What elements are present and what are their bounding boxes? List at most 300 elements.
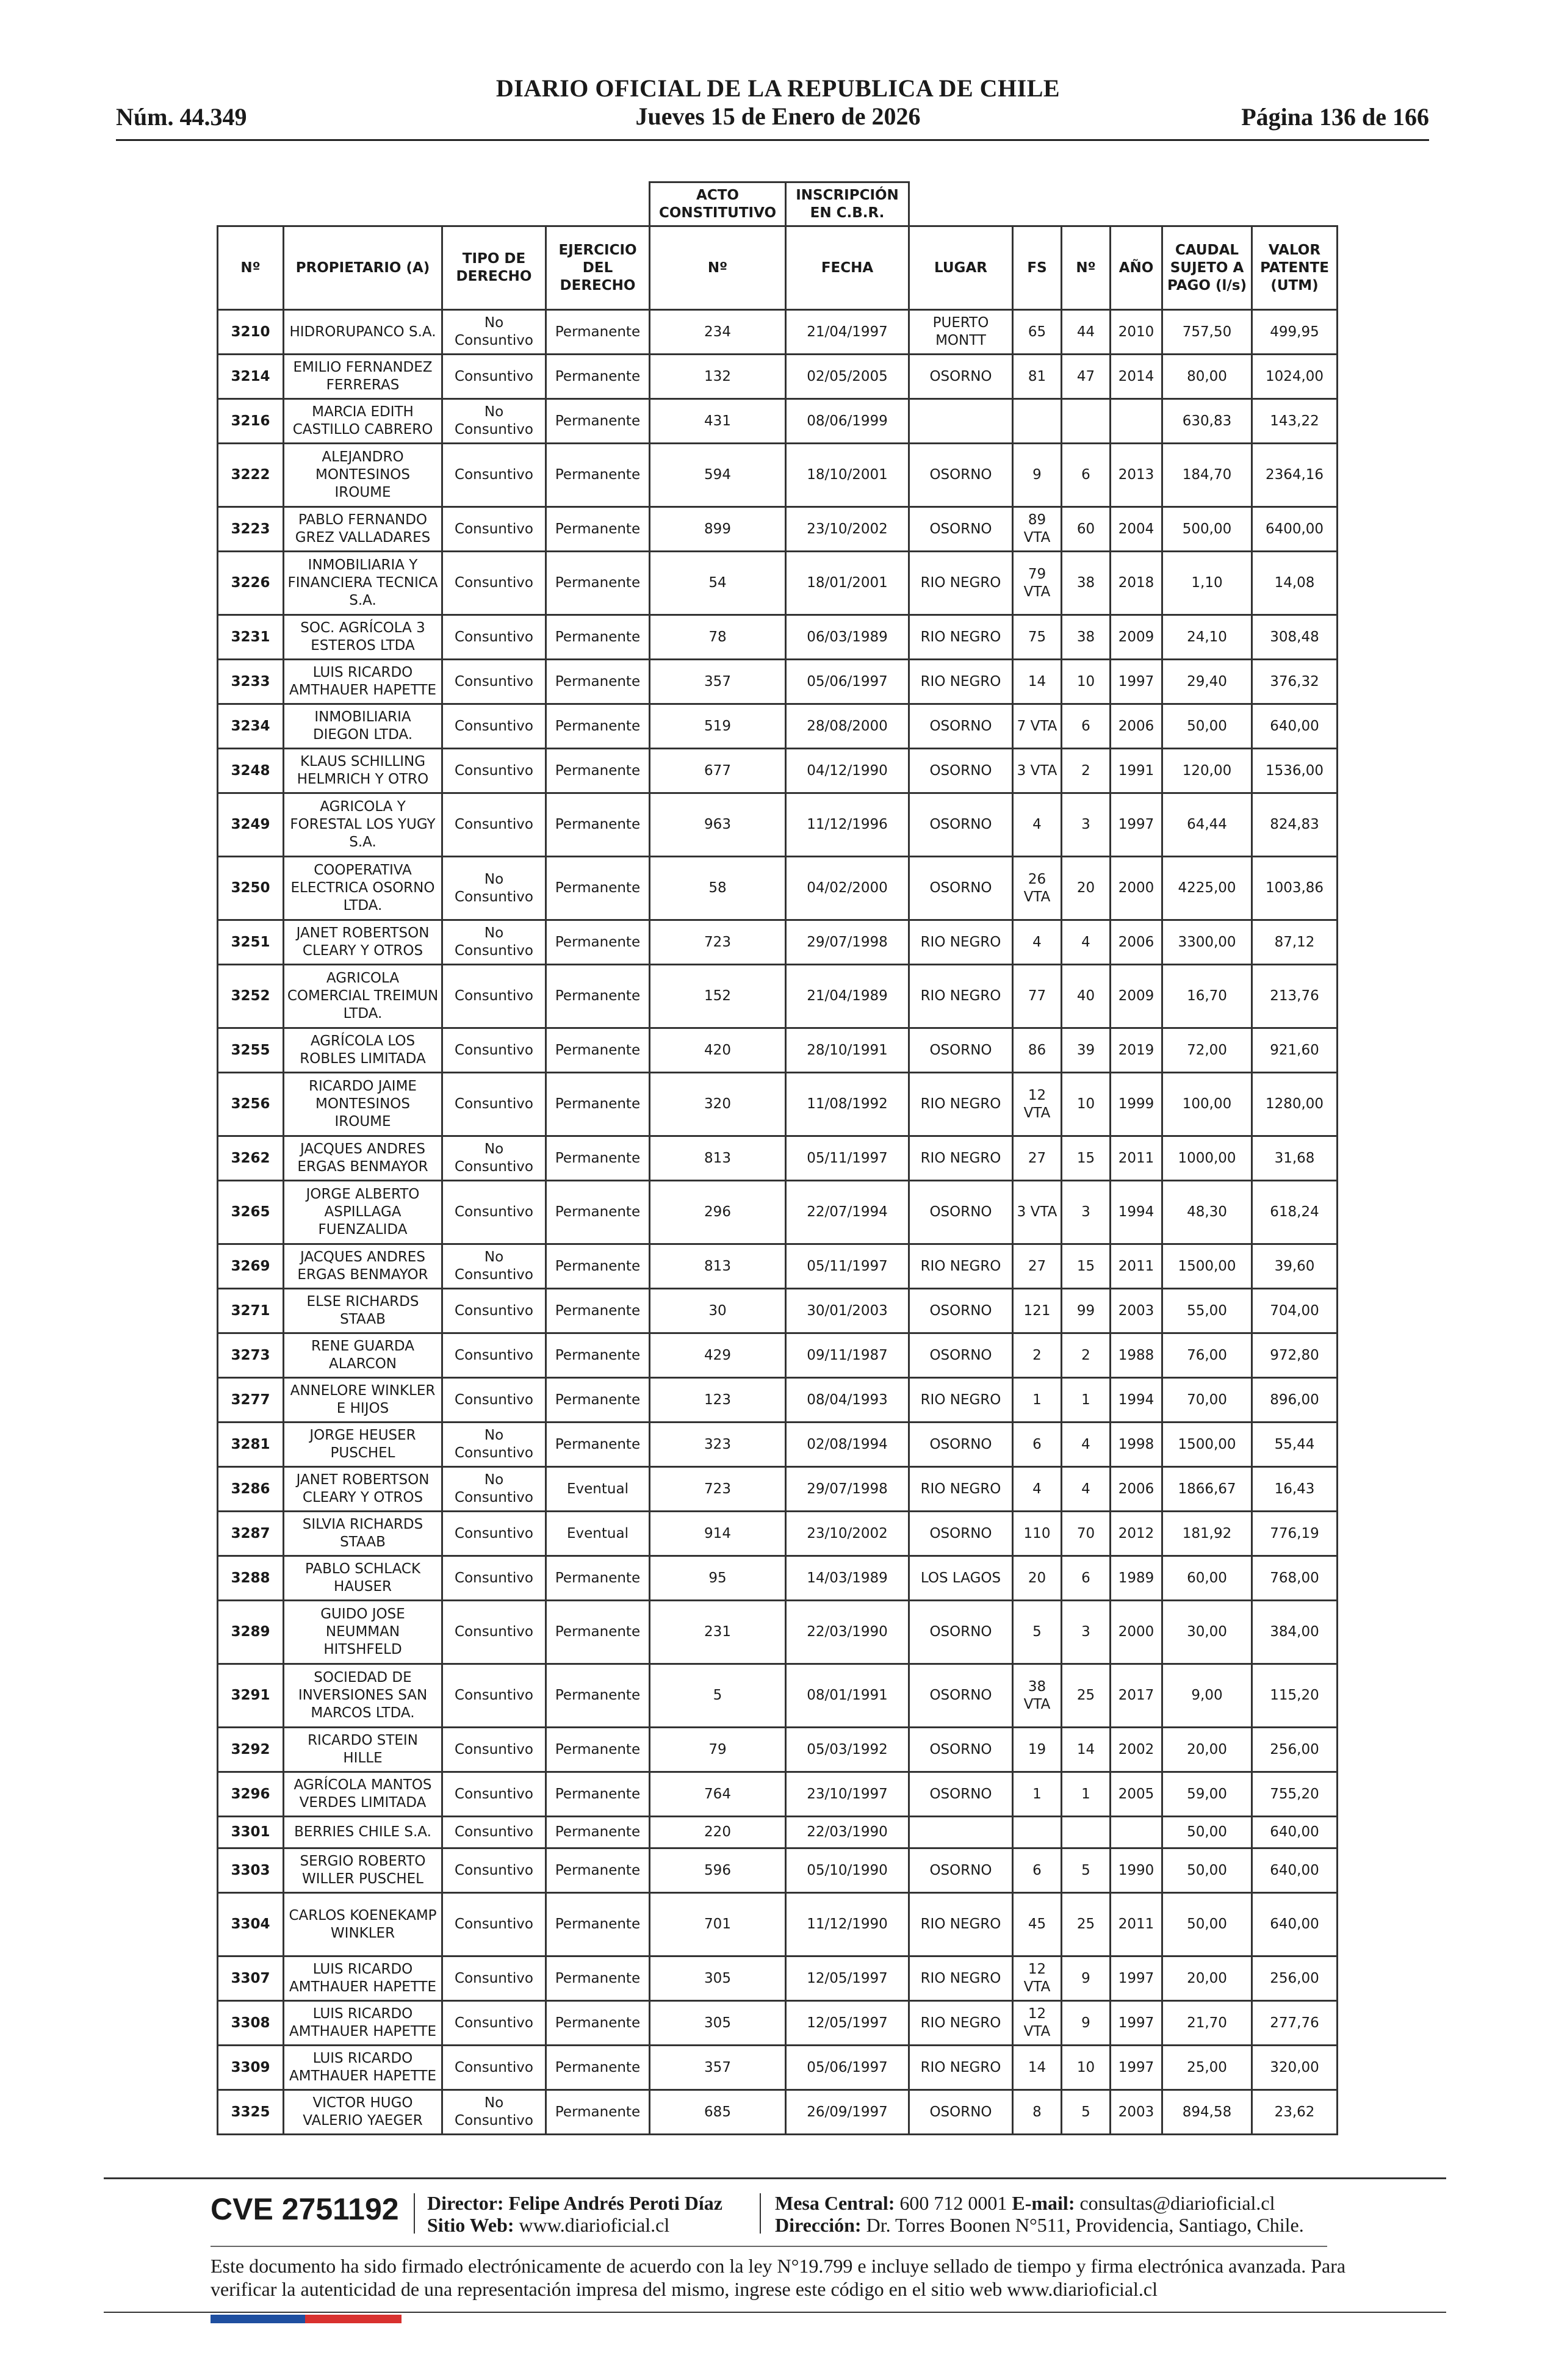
cell-anio: 1989 (1111, 1556, 1162, 1601)
cell-no: 3222 (218, 444, 284, 507)
table-row (218, 793, 1338, 857)
table-row (218, 2001, 1338, 2046)
cell-acto-no: 79 (650, 1728, 786, 1772)
cell-fs: 26 VTA (1013, 857, 1062, 920)
cell-ejercicio: Permanente (546, 2001, 650, 2046)
cell-anio: 2012 (1111, 1512, 1162, 1556)
cell-valor: 143,22 (1252, 399, 1338, 444)
cell-caudal: 25,00 (1162, 2046, 1252, 2090)
cell-acto-no: 723 (650, 1467, 786, 1512)
cell-valor: 376,32 (1252, 660, 1338, 704)
cell-fecha: 18/01/2001 (786, 552, 909, 615)
cell-lugar: RIO NEGRO (909, 1073, 1013, 1136)
cell-lugar: OSORNO (909, 1333, 1013, 1378)
cell-lugar: OSORNO (909, 1728, 1013, 1772)
direccion-value: Dr. Torres Boonen N°511, Providencia, Santiago, Chile. (866, 2214, 1304, 2236)
cell-caudal: 894,58 (1162, 2090, 1252, 2135)
email-link[interactable]: consultas@diarioficial.cl (1079, 2192, 1275, 2214)
cell-insc-no: 44 (1062, 310, 1111, 355)
cell-valor: 921,60 (1252, 1028, 1338, 1073)
cell-caudal: 76,00 (1162, 1333, 1252, 1378)
cell-insc-no: 10 (1062, 2046, 1111, 2090)
group-acto-constitutivo: ACTO CONSTITUTIVO (650, 182, 786, 226)
cell-valor: 1536,00 (1252, 749, 1338, 793)
table-row (218, 1848, 1338, 1893)
cell-tipo: Consuntivo (442, 965, 546, 1028)
table-row (218, 749, 1338, 793)
cell-tipo: Consuntivo (442, 444, 546, 507)
cell-fs: 4 (1013, 793, 1062, 857)
cell-no: 3292 (218, 1728, 284, 1772)
cell-fecha: 05/06/1997 (786, 2046, 909, 2090)
cell-lugar: OSORNO (909, 444, 1013, 507)
cell-anio: 1999 (1111, 1073, 1162, 1136)
cell-acto-no: 685 (650, 2090, 786, 2135)
cell-propietario: RICARDO STEIN HILLE (284, 1728, 442, 1772)
cell-ejercicio: Permanente (546, 1333, 650, 1378)
cell-no: 3250 (218, 857, 284, 920)
cell-anio: 2003 (1111, 1289, 1162, 1333)
cell-anio: 2000 (1111, 857, 1162, 920)
table-row (218, 1664, 1338, 1728)
cell-propietario: ALEJANDRO MONTESINOS IROUME (284, 444, 442, 507)
cve-code: CVE 2751192 (211, 2192, 399, 2226)
cell-caudal: 16,70 (1162, 965, 1252, 1028)
cell-ejercicio: Permanente (546, 1601, 650, 1664)
cell-tipo: Consuntivo (442, 1333, 546, 1378)
table-row (218, 660, 1338, 704)
cell-tipo: No Consuntivo (442, 857, 546, 920)
footer-contact-block (775, 2192, 1304, 2236)
cell-fs: 2 (1013, 1333, 1062, 1378)
table-row (218, 1244, 1338, 1289)
cell-propietario: EMILIO FERNANDEZ FERRERAS (284, 355, 442, 399)
cell-no: 3281 (218, 1423, 284, 1467)
cell-lugar: RIO NEGRO (909, 1244, 1013, 1289)
cell-fs: 4 (1013, 920, 1062, 965)
cell-caudal: 120,00 (1162, 749, 1252, 793)
cell-tipo: No Consuntivo (442, 1467, 546, 1512)
cell-caudal: 500,00 (1162, 507, 1252, 552)
cell-valor: 755,20 (1252, 1772, 1338, 1817)
cell-tipo: Consuntivo (442, 355, 546, 399)
cell-anio: 2005 (1111, 1772, 1162, 1817)
cell-ejercicio: Permanente (546, 552, 650, 615)
cell-ejercicio: Permanente (546, 1423, 650, 1467)
cell-insc-no (1062, 1817, 1111, 1848)
cell-acto-no: 54 (650, 552, 786, 615)
cell-fecha: 05/11/1997 (786, 1244, 909, 1289)
cell-anio (1111, 399, 1162, 444)
cell-tipo: Consuntivo (442, 552, 546, 615)
cell-no: 3325 (218, 2090, 284, 2135)
cell-fs: 12 VTA (1013, 2001, 1062, 2046)
cell-valor: 640,00 (1252, 704, 1338, 749)
cell-propietario: AGRICOLA COMERCIAL TREIMUN LTDA. (284, 965, 442, 1028)
cell-insc-no: 3 (1062, 793, 1111, 857)
cell-insc-no: 25 (1062, 1893, 1111, 1956)
cell-tipo: No Consuntivo (442, 1136, 546, 1181)
cell-propietario: INMOBILIARIA Y FINANCIERA TECNICA S.A. (284, 552, 442, 615)
cell-fs: 65 (1013, 310, 1062, 355)
cell-acto-no: 813 (650, 1136, 786, 1181)
cell-fs: 1 (1013, 1378, 1062, 1423)
cell-lugar: OSORNO (909, 749, 1013, 793)
cell-caudal: 59,00 (1162, 1772, 1252, 1817)
cell-tipo: No Consuntivo (442, 920, 546, 965)
cell-no: 3249 (218, 793, 284, 857)
cell-fs: 19 (1013, 1728, 1062, 1772)
cell-fs: 14 (1013, 660, 1062, 704)
cell-caudal: 72,00 (1162, 1028, 1252, 1073)
table-row (218, 965, 1338, 1028)
cell-fecha: 30/01/2003 (786, 1289, 909, 1333)
flag-stripe-blue (211, 2315, 305, 2323)
cell-insc-no: 14 (1062, 1728, 1111, 1772)
table-row (218, 444, 1338, 507)
cell-no: 3223 (218, 507, 284, 552)
cell-acto-no: 701 (650, 1893, 786, 1956)
cell-propietario: BERRIES CHILE S.A. (284, 1817, 442, 1848)
cell-anio: 1991 (1111, 749, 1162, 793)
cell-acto-no: 357 (650, 2046, 786, 2090)
publication-date: Jueves 15 de Enero de 2026 (635, 103, 921, 130)
cell-ejercicio: Permanente (546, 704, 650, 749)
table-row (218, 1423, 1338, 1467)
table-row (218, 1601, 1338, 1664)
cell-insc-no: 39 (1062, 1028, 1111, 1073)
web-link[interactable]: www.diarioficial.cl (519, 2214, 670, 2236)
cell-ejercicio: Permanente (546, 444, 650, 507)
cell-ejercicio: Permanente (546, 1848, 650, 1893)
cell-no: 3234 (218, 704, 284, 749)
cell-lugar: LOS LAGOS (909, 1556, 1013, 1601)
cell-acto-no: 813 (650, 1244, 786, 1289)
cell-anio: 1988 (1111, 1333, 1162, 1378)
cell-ejercicio: Permanente (546, 1728, 650, 1772)
cell-propietario: JANET ROBERTSON CLEARY Y OTROS (284, 1467, 442, 1512)
cell-tipo: Consuntivo (442, 1893, 546, 1956)
cell-propietario: LUIS RICARDO AMTHAUER HAPETTE (284, 660, 442, 704)
cell-no: 3262 (218, 1136, 284, 1181)
cell-ejercicio: Permanente (546, 1893, 650, 1956)
cell-fs: 20 (1013, 1556, 1062, 1601)
group-inscripcion-cbr: INSCRIPCIÓN EN C.B.R. (786, 182, 909, 226)
cell-insc-no: 4 (1062, 1467, 1111, 1512)
page-number: Página 136 de 166 (1241, 103, 1429, 131)
cell-fecha: 28/08/2000 (786, 704, 909, 749)
cell-propietario: INMOBILIARIA DIEGON LTDA. (284, 704, 442, 749)
cell-fs: 81 (1013, 355, 1062, 399)
cell-anio: 2006 (1111, 920, 1162, 965)
cell-ejercicio: Permanente (546, 1772, 650, 1817)
cell-lugar: OSORNO (909, 1772, 1013, 1817)
cell-anio: 2019 (1111, 1028, 1162, 1073)
cell-fecha: 22/07/1994 (786, 1181, 909, 1244)
cell-fecha: 23/10/1997 (786, 1772, 909, 1817)
cell-insc-no: 38 (1062, 615, 1111, 660)
cell-no: 3277 (218, 1378, 284, 1423)
cell-propietario: RENE GUARDA ALARCON (284, 1333, 442, 1378)
cell-caudal: 24,10 (1162, 615, 1252, 660)
cell-valor: 277,76 (1252, 2001, 1338, 2046)
cell-valor: 16,43 (1252, 1467, 1338, 1512)
cell-fecha: 29/07/1998 (786, 920, 909, 965)
col-header-acto-no: Nº (650, 226, 786, 310)
cell-no: 3286 (218, 1467, 284, 1512)
cell-anio: 1990 (1111, 1848, 1162, 1893)
cell-caudal: 630,83 (1162, 399, 1252, 444)
cell-valor: 704,00 (1252, 1289, 1338, 1333)
cell-propietario: COOPERATIVA ELECTRICA OSORNO LTDA. (284, 857, 442, 920)
cell-no: 3271 (218, 1289, 284, 1333)
cell-ejercicio: Permanente (546, 1378, 650, 1423)
cell-valor: 896,00 (1252, 1378, 1338, 1423)
table-row (218, 507, 1338, 552)
cell-anio: 2014 (1111, 355, 1162, 399)
table-row (218, 355, 1338, 399)
mesa-phone: 600 712 0001 (899, 2192, 1007, 2214)
cell-fecha: 23/10/2002 (786, 1512, 909, 1556)
cell-tipo: No Consuntivo (442, 1423, 546, 1467)
cell-valor: 115,20 (1252, 1664, 1338, 1728)
cell-acto-no: 429 (650, 1333, 786, 1378)
cell-no: 3252 (218, 965, 284, 1028)
cell-caudal: 1000,00 (1162, 1136, 1252, 1181)
cell-no: 3226 (218, 552, 284, 615)
publication-title: DIARIO OFICIAL DE LA REPUBLICA DE CHILE (495, 74, 1061, 102)
cell-propietario: JORGE HEUSER PUSCHEL (284, 1423, 442, 1467)
table-row (218, 1893, 1338, 1956)
cell-valor: 1003,86 (1252, 857, 1338, 920)
cell-tipo: No Consuntivo (442, 2090, 546, 2135)
cell-valor: 256,00 (1252, 1956, 1338, 2001)
cell-propietario: MARCIA EDITH CASTILLO CABRERO (284, 399, 442, 444)
cell-tipo: Consuntivo (442, 1512, 546, 1556)
cell-fecha: 18/10/2001 (786, 444, 909, 507)
cell-acto-no: 132 (650, 355, 786, 399)
cell-valor: 384,00 (1252, 1601, 1338, 1664)
col-header-ejercicio: EJERCICIO DEL DERECHO (546, 226, 650, 310)
col-header-caudal: CAUDAL SUJETO A PAGO (l/s) (1162, 226, 1252, 310)
cell-no: 3309 (218, 2046, 284, 2090)
cell-fecha: 11/12/1996 (786, 793, 909, 857)
mesa-label: Mesa Central: (775, 2192, 895, 2214)
cell-lugar: RIO NEGRO (909, 2046, 1013, 2090)
cell-propietario: AGRÍCOLA LOS ROBLES LIMITADA (284, 1028, 442, 1073)
cell-no: 3291 (218, 1664, 284, 1728)
footer-divider (104, 2177, 1446, 2179)
cell-acto-no: 519 (650, 704, 786, 749)
cell-no: 3214 (218, 355, 284, 399)
cell-fecha: 05/03/1992 (786, 1728, 909, 1772)
cell-fs: 9 (1013, 444, 1062, 507)
cell-anio: 2000 (1111, 1601, 1162, 1664)
table-row (218, 1181, 1338, 1244)
cell-caudal: 50,00 (1162, 1893, 1252, 1956)
header-spacer (909, 182, 1338, 226)
cell-valor: 308,48 (1252, 615, 1338, 660)
cell-tipo: Consuntivo (442, 660, 546, 704)
cell-caudal: 50,00 (1162, 704, 1252, 749)
cell-propietario: CARLOS KOENEKAMP WINKLER (284, 1893, 442, 1956)
cell-acto-no: 305 (650, 2001, 786, 2046)
cell-no: 3233 (218, 660, 284, 704)
cell-caudal: 1500,00 (1162, 1423, 1252, 1467)
signature-note: Este documento ha sido firmado electrónicamente de acuerdo con la ley N°19.799 e incluye sellado de tiempo y firma electrónica avanzada. Para verificar la autenticidad de una representación impresa del mismo, ingrese este código en el sitio web www.diarioficial.cl (211, 2255, 1346, 2300)
cell-lugar: OSORNO (909, 793, 1013, 857)
cell-lugar: RIO NEGRO (909, 1378, 1013, 1423)
cell-anio: 1997 (1111, 1956, 1162, 2001)
footer-separator (414, 2193, 415, 2234)
cell-fs: 12 VTA (1013, 1073, 1062, 1136)
cell-acto-no: 677 (650, 749, 786, 793)
cell-tipo: Consuntivo (442, 2046, 546, 2090)
cell-valor: 768,00 (1252, 1556, 1338, 1601)
cell-no: 3216 (218, 399, 284, 444)
cell-fecha: 14/03/1989 (786, 1556, 909, 1601)
cell-tipo: Consuntivo (442, 1378, 546, 1423)
cell-fs: 86 (1013, 1028, 1062, 1073)
cell-insc-no (1062, 399, 1111, 444)
cell-ejercicio: Permanente (546, 857, 650, 920)
cell-valor: 2364,16 (1252, 444, 1338, 507)
cell-acto-no: 596 (650, 1848, 786, 1893)
cell-ejercicio: Permanente (546, 1956, 650, 2001)
table-row (218, 1073, 1338, 1136)
cell-insc-no: 1 (1062, 1772, 1111, 1817)
cell-propietario: LUIS RICARDO AMTHAUER HAPETTE (284, 1956, 442, 2001)
cell-ejercicio: Permanente (546, 1181, 650, 1244)
col-header-tipo: TIPO DE DERECHO (442, 226, 546, 310)
cell-fs: 121 (1013, 1289, 1062, 1333)
cell-insc-no: 10 (1062, 660, 1111, 704)
cell-fs: 110 (1013, 1512, 1062, 1556)
cell-caudal: 3300,00 (1162, 920, 1252, 965)
cell-propietario: SILVIA RICHARDS STAAB (284, 1512, 442, 1556)
cell-no: 3303 (218, 1848, 284, 1893)
cell-propietario: AGRICOLA Y FORESTAL LOS YUGY S.A. (284, 793, 442, 857)
cell-fecha: 04/12/1990 (786, 749, 909, 793)
cell-lugar: RIO NEGRO (909, 1893, 1013, 1956)
col-header-anio: AÑO (1111, 226, 1162, 310)
cell-tipo: Consuntivo (442, 1772, 546, 1817)
cell-tipo: Consuntivo (442, 749, 546, 793)
cell-fs: 27 (1013, 1136, 1062, 1181)
cell-propietario: KLAUS SCHILLING HELMRICH Y OTRO (284, 749, 442, 793)
issue-number: Núm. 44.349 (116, 103, 247, 131)
cell-lugar: RIO NEGRO (909, 1956, 1013, 2001)
cell-acto-no: 5 (650, 1664, 786, 1728)
cell-tipo: No Consuntivo (442, 1244, 546, 1289)
cell-anio: 2009 (1111, 615, 1162, 660)
cell-valor: 499,95 (1252, 310, 1338, 355)
cell-lugar: RIO NEGRO (909, 920, 1013, 965)
cell-insc-no: 6 (1062, 444, 1111, 507)
direccion-label: Dirección: (775, 2214, 862, 2236)
web-label: Sitio Web: (427, 2214, 514, 2236)
cell-fecha: 21/04/1989 (786, 965, 909, 1028)
cell-ejercicio: Permanente (546, 1664, 650, 1728)
cell-acto-no: 420 (650, 1028, 786, 1073)
cell-tipo: Consuntivo (442, 1664, 546, 1728)
cell-anio: 1997 (1111, 660, 1162, 704)
cell-propietario: SERGIO ROBERTO WILLER PUSCHEL (284, 1848, 442, 1893)
cell-tipo: No Consuntivo (442, 310, 546, 355)
cell-ejercicio: Permanente (546, 507, 650, 552)
cell-propietario: JACQUES ANDRES ERGAS BENMAYOR (284, 1244, 442, 1289)
cell-lugar: OSORNO (909, 1028, 1013, 1073)
cell-caudal: 50,00 (1162, 1848, 1252, 1893)
cell-fecha: 05/06/1997 (786, 660, 909, 704)
cell-lugar: OSORNO (909, 1512, 1013, 1556)
cell-fecha: 04/02/2000 (786, 857, 909, 920)
cell-tipo: Consuntivo (442, 1181, 546, 1244)
water-rights-table (217, 181, 1338, 2135)
cell-valor: 23,62 (1252, 2090, 1338, 2135)
cell-insc-no: 6 (1062, 1556, 1111, 1601)
cell-caudal: 50,00 (1162, 1817, 1252, 1848)
cell-anio: 2010 (1111, 310, 1162, 355)
footer-thin-divider (211, 2246, 1327, 2247)
cell-fecha: 02/05/2005 (786, 355, 909, 399)
cell-insc-no: 2 (1062, 749, 1111, 793)
cell-ejercicio: Permanente (546, 660, 650, 704)
cell-ejercicio: Permanente (546, 1289, 650, 1333)
cell-lugar (909, 399, 1013, 444)
footer-director-block (427, 2192, 722, 2236)
cell-ejercicio: Permanente (546, 749, 650, 793)
cell-fs: 77 (1013, 965, 1062, 1028)
cell-ejercicio: Permanente (546, 965, 650, 1028)
cell-lugar: RIO NEGRO (909, 660, 1013, 704)
cell-fs: 45 (1013, 1893, 1062, 1956)
cell-fecha: 22/03/1990 (786, 1817, 909, 1848)
cell-insc-no: 10 (1062, 1073, 1111, 1136)
cell-propietario: HIDRORUPANCO S.A. (284, 310, 442, 355)
cell-propietario: AGRÍCOLA MANTOS VERDES LIMITADA (284, 1772, 442, 1817)
cell-caudal: 1,10 (1162, 552, 1252, 615)
cell-propietario: LUIS RICARDO AMTHAUER HAPETTE (284, 2001, 442, 2046)
cell-fecha: 02/08/1994 (786, 1423, 909, 1467)
cell-insc-no: 1 (1062, 1378, 1111, 1423)
cell-tipo: Consuntivo (442, 1728, 546, 1772)
cell-propietario: JANET ROBERTSON CLEARY Y OTROS (284, 920, 442, 965)
cell-valor: 1024,00 (1252, 355, 1338, 399)
cell-acto-no: 357 (650, 660, 786, 704)
cell-fecha: 06/03/1989 (786, 615, 909, 660)
cell-acto-no: 30 (650, 1289, 786, 1333)
table-row (218, 704, 1338, 749)
email-label: E-mail: (1012, 2192, 1075, 2214)
cell-caudal: 181,92 (1162, 1512, 1252, 1556)
cell-ejercicio: Permanente (546, 1817, 650, 1848)
cell-propietario: ANNELORE WINKLER E HIJOS (284, 1378, 442, 1423)
cell-lugar: OSORNO (909, 704, 1013, 749)
cell-lugar: OSORNO (909, 857, 1013, 920)
table-row (218, 2046, 1338, 2090)
cell-fs: 75 (1013, 615, 1062, 660)
cell-ejercicio: Eventual (546, 1467, 650, 1512)
table-row (218, 399, 1338, 444)
cell-ejercicio: Permanente (546, 355, 650, 399)
cell-valor: 972,80 (1252, 1333, 1338, 1378)
cell-fs: 14 (1013, 2046, 1062, 2090)
cell-fecha: 23/10/2002 (786, 507, 909, 552)
cell-ejercicio: Permanente (546, 615, 650, 660)
cell-fs: 38 VTA (1013, 1664, 1062, 1728)
cell-caudal: 48,30 (1162, 1181, 1252, 1244)
